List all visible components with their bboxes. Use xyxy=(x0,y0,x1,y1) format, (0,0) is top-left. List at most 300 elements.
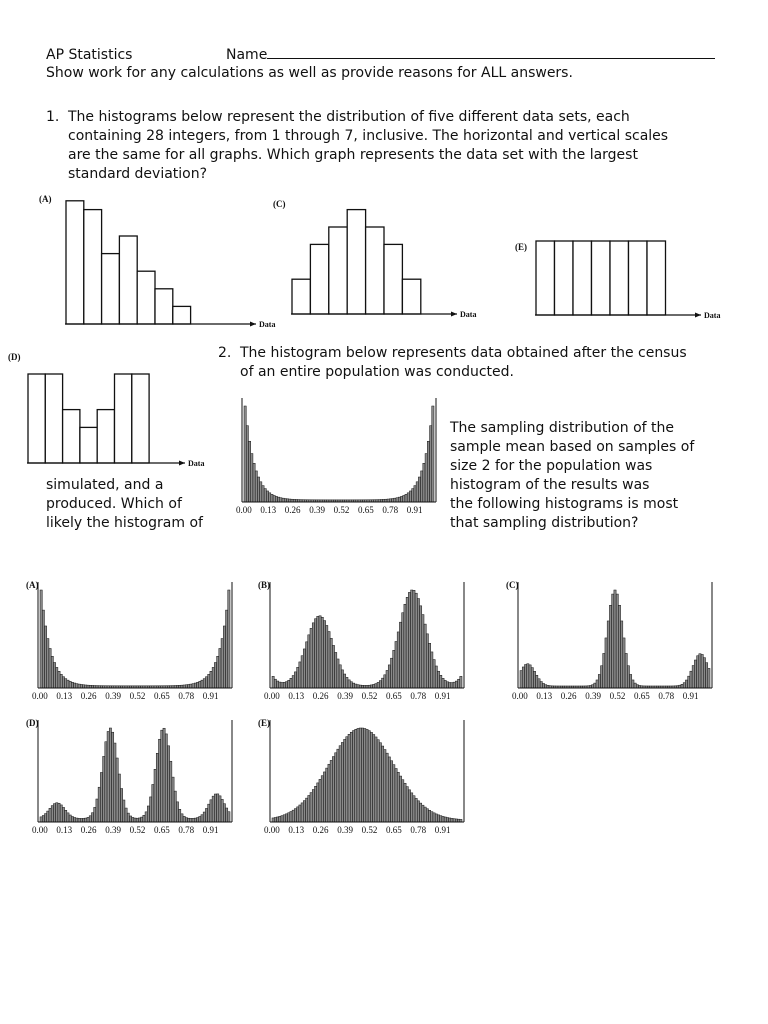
histogram-bar xyxy=(428,810,430,822)
q2-line-2: of an entire population was conducted. xyxy=(240,364,514,380)
histogram-bar xyxy=(596,680,598,688)
tick-label: 0.52 xyxy=(609,691,626,701)
histogram-bar xyxy=(274,817,276,822)
histogram-bar xyxy=(396,498,398,502)
histogram-bar xyxy=(274,679,276,688)
histogram-bar xyxy=(355,684,357,688)
histogram-bar xyxy=(74,683,76,688)
histogram-bar xyxy=(262,486,264,502)
histogram-bar xyxy=(426,634,428,688)
histogram-bar xyxy=(573,241,592,315)
histogram-bar xyxy=(398,497,400,502)
tick-label: 0.00 xyxy=(264,825,280,835)
histogram-bar xyxy=(188,818,190,822)
histogram-bar xyxy=(66,201,84,324)
histogram-bar xyxy=(326,625,328,688)
histogram-bar xyxy=(217,794,219,822)
tick-label: 0.26 xyxy=(312,825,329,835)
histogram-bar xyxy=(91,813,93,822)
histogram-bar xyxy=(326,768,328,822)
histogram-bar xyxy=(451,683,453,688)
histogram-bar xyxy=(208,674,210,688)
histogram-bar xyxy=(332,757,334,822)
histogram-bar xyxy=(411,590,413,688)
tick-label: 0.91 xyxy=(202,825,219,835)
tick-label: 0.52 xyxy=(361,691,378,701)
histogram-bar xyxy=(328,764,330,822)
histogram-bar xyxy=(292,810,294,822)
histogram-bar xyxy=(165,734,167,822)
q2-left-line-1: simulated, and a xyxy=(46,477,164,493)
histogram-bar xyxy=(228,590,230,688)
histogram-bar xyxy=(540,682,542,688)
histogram-bar xyxy=(357,728,359,822)
histogram-bar xyxy=(212,796,214,822)
histogram-bar xyxy=(416,482,418,502)
histogram-bar xyxy=(421,471,423,502)
histogram-bar xyxy=(629,241,648,315)
histogram-bar xyxy=(352,683,354,688)
tick-label: 0.52 xyxy=(129,825,146,835)
histogram-bar xyxy=(208,804,210,822)
histogram-bar xyxy=(58,671,60,688)
histogram-bar xyxy=(203,812,205,822)
tick-label: 0.13 xyxy=(536,691,553,701)
histogram-bar xyxy=(390,761,392,822)
course-title: AP Statistics xyxy=(46,47,133,63)
histogram-bar xyxy=(223,626,225,688)
histogram-bar xyxy=(685,680,687,688)
chart-letter: (C) xyxy=(273,199,286,209)
histogram-bar xyxy=(285,814,287,822)
histogram-bar xyxy=(393,650,395,688)
histogram-bar xyxy=(310,793,312,822)
histogram-bar xyxy=(377,740,379,822)
histogram-bar xyxy=(312,790,314,822)
histogram-bar xyxy=(359,728,361,822)
histogram-bar xyxy=(150,797,152,822)
q2-option-e-histogram xyxy=(258,714,480,836)
histogram-bar xyxy=(600,666,602,688)
histogram-bar xyxy=(424,624,426,688)
name-label: Name xyxy=(226,47,268,63)
histogram-bar xyxy=(297,667,299,688)
histogram-bar xyxy=(78,818,80,822)
histogram-bar xyxy=(692,666,694,688)
histogram-bar xyxy=(154,769,156,822)
histogram-bar xyxy=(219,648,221,688)
histogram-bar xyxy=(112,732,114,822)
histogram-bar xyxy=(460,676,462,688)
tick-label: 0.65 xyxy=(386,825,402,835)
tick-label: 0.78 xyxy=(178,825,195,835)
q2-line-1: The histogram below represents data obtained after the census xyxy=(240,345,687,361)
chart-letter: (D) xyxy=(8,352,21,362)
histogram-bar xyxy=(386,670,388,688)
histogram-bar xyxy=(74,817,76,822)
q1-line-4: standard deviation? xyxy=(68,166,208,182)
density-bars xyxy=(272,590,462,688)
tick-label: 0.39 xyxy=(337,691,353,701)
histogram-bar xyxy=(221,639,223,688)
histogram-bar xyxy=(361,728,363,822)
histogram-bar xyxy=(603,653,605,688)
q2-population-histogram xyxy=(230,392,440,522)
histogram-bar xyxy=(283,815,285,822)
histogram-bar xyxy=(404,783,406,822)
histogram-bar xyxy=(42,610,44,688)
option-letter: (C) xyxy=(506,580,519,590)
histogram-bar xyxy=(226,610,228,688)
tick-label: 0.00 xyxy=(236,505,252,515)
histogram-bar xyxy=(527,664,529,688)
histogram-bar xyxy=(76,684,78,688)
histogram-bar xyxy=(205,808,207,822)
histogram-bar xyxy=(681,684,683,688)
tick-label: 0.26 xyxy=(80,825,97,835)
histogram-bar xyxy=(190,684,192,688)
histogram-bar xyxy=(699,654,701,688)
histogram-bar xyxy=(435,666,437,688)
histogram-bar xyxy=(314,786,316,822)
histogram-bar xyxy=(384,244,402,314)
tick-label: 0.26 xyxy=(80,691,97,701)
histogram-bar xyxy=(344,674,346,688)
histogram-bar xyxy=(188,684,190,688)
histogram-bar xyxy=(414,486,416,502)
tick-label: 0.00 xyxy=(32,691,48,701)
histogram-bar xyxy=(423,463,425,502)
histogram-bar xyxy=(273,495,275,502)
histogram-bar xyxy=(402,780,404,822)
q2-left-line-3: likely the histogram of xyxy=(46,515,203,531)
histogram-bar xyxy=(94,807,96,822)
histogram-bar xyxy=(402,279,420,314)
histogram-bar xyxy=(170,761,172,822)
histogram-bar xyxy=(418,477,420,502)
histogram-bar xyxy=(103,756,105,822)
histogram-bar xyxy=(346,677,348,688)
histogram-bar xyxy=(614,590,616,688)
histogram-bar xyxy=(223,804,225,822)
histogram-bar xyxy=(275,496,277,502)
histogram-bar xyxy=(395,641,397,688)
histogram-bar xyxy=(310,244,328,314)
histogram-bar xyxy=(269,493,271,502)
histogram-bars xyxy=(292,210,421,314)
histogram-bar xyxy=(406,597,408,688)
histogram-bar xyxy=(294,809,296,822)
histogram-bar xyxy=(630,674,632,688)
histogram-bar xyxy=(279,682,281,688)
q2-right-line-3: size 2 for the population was xyxy=(450,458,653,474)
tick-label: 0.39 xyxy=(105,691,121,701)
histogram-bar xyxy=(408,790,410,822)
histogram-bar xyxy=(292,676,294,688)
histogram-bar xyxy=(138,818,140,822)
q2-option-c-histogram xyxy=(506,576,728,701)
histogram-bar xyxy=(288,680,290,688)
histogram-bar xyxy=(377,682,379,688)
tick-label: 0.13 xyxy=(56,691,73,701)
histogram-bar xyxy=(201,815,203,822)
chart-letter: (A) xyxy=(39,194,52,204)
histogram-bar xyxy=(706,663,708,688)
histogram-bar xyxy=(214,794,216,822)
instructions: Show work for any calculations as well as provide reasons for ALL answers. xyxy=(46,65,573,81)
histogram-bar xyxy=(404,604,406,688)
histogram-bar xyxy=(364,728,366,822)
arrow-icon xyxy=(451,312,457,317)
histogram-bar xyxy=(210,800,212,822)
histogram-bar xyxy=(332,645,334,688)
tick-label: 0.65 xyxy=(154,691,170,701)
histogram-bar xyxy=(47,639,49,688)
arrow-icon xyxy=(179,461,185,466)
q1-histogram-a xyxy=(36,190,276,330)
histogram-bar xyxy=(276,681,278,688)
histogram-bar xyxy=(183,816,185,822)
histogram-bar xyxy=(328,632,330,688)
histogram-bar xyxy=(319,616,321,688)
histogram-bar xyxy=(399,776,401,822)
histogram-bar xyxy=(317,783,319,822)
histogram-bar xyxy=(392,499,394,502)
histogram-bar xyxy=(442,678,444,688)
histogram-bar xyxy=(80,684,82,688)
histogram-bar xyxy=(210,671,212,688)
histogram-bar xyxy=(132,817,134,822)
histogram-bar xyxy=(246,426,248,502)
tick-label: 0.52 xyxy=(361,825,378,835)
histogram-bar xyxy=(47,811,49,822)
histogram-bar xyxy=(60,805,62,822)
histogram-bar xyxy=(299,662,301,688)
tick-label: 0.78 xyxy=(382,505,399,515)
histogram-bar xyxy=(109,728,111,822)
histogram-bar xyxy=(98,787,100,822)
histogram-bar xyxy=(60,674,62,688)
histogram-bar xyxy=(627,666,629,688)
histogram-bar xyxy=(431,812,433,822)
histogram-bar xyxy=(136,818,138,822)
histogram-bar xyxy=(625,653,627,688)
histogram-bar xyxy=(688,676,690,688)
histogram-bar xyxy=(152,784,154,822)
histogram-bar xyxy=(412,489,414,502)
histogram-bar xyxy=(176,802,178,822)
histogram-bar xyxy=(51,656,53,688)
option-letter: (D) xyxy=(26,718,39,728)
histogram-bar xyxy=(123,800,125,822)
histogram-bar xyxy=(28,374,45,463)
histogram-bar xyxy=(701,654,703,688)
histogram-bar xyxy=(281,682,283,688)
histogram-bar xyxy=(368,731,370,822)
tick-label: 0.39 xyxy=(105,825,121,835)
q1-number: 1. xyxy=(46,109,60,125)
histogram-bar xyxy=(44,626,46,688)
histogram-bar xyxy=(80,427,97,463)
histogram-bar xyxy=(405,494,407,502)
histogram-bar xyxy=(352,731,354,822)
histogram-bar xyxy=(413,796,415,822)
histogram-bar xyxy=(63,410,80,463)
histogram-bar xyxy=(156,753,158,822)
tick-label: 0.13 xyxy=(260,505,277,515)
histogram-bar xyxy=(366,729,368,822)
histogram-bar xyxy=(395,768,397,822)
histogram-bar xyxy=(417,599,419,688)
histogram-bar xyxy=(155,289,173,324)
histogram-bar xyxy=(321,776,323,822)
histogram-bar xyxy=(440,675,442,688)
q2-right-line-2: sample mean based on samples of xyxy=(450,439,695,455)
density-bars xyxy=(40,728,230,822)
histogram-bar xyxy=(422,615,424,688)
histogram-bar xyxy=(348,680,350,688)
histogram-bar xyxy=(251,454,253,502)
histogram-bar xyxy=(382,746,384,822)
histogram-bar xyxy=(51,806,53,822)
histogram-bar xyxy=(44,814,46,822)
histogram-bar xyxy=(194,683,196,688)
histogram-bars xyxy=(66,201,191,324)
tick-label: 0.78 xyxy=(658,691,675,701)
histogram-bar xyxy=(323,772,325,822)
histogram-bar xyxy=(132,374,149,463)
histogram-bar xyxy=(272,676,274,688)
histogram-bar xyxy=(394,498,396,502)
histogram-bar xyxy=(350,682,352,688)
histogram-bar xyxy=(522,667,524,688)
axis-label: Data xyxy=(460,310,477,319)
histogram-bar xyxy=(290,812,292,822)
histogram-bar xyxy=(317,616,319,688)
histogram-bar xyxy=(84,210,102,324)
histogram-bar xyxy=(344,739,346,822)
option-letter: (A) xyxy=(26,580,39,590)
histogram-bar xyxy=(303,649,305,688)
histogram-bar xyxy=(107,731,109,822)
q2-number: 2. xyxy=(218,345,232,361)
histogram-bar xyxy=(598,674,600,688)
histogram-bar xyxy=(393,765,395,822)
histogram-bar xyxy=(201,680,203,688)
q1-histogram-c xyxy=(270,195,490,330)
tick-label: 0.13 xyxy=(288,691,305,701)
histogram-bar xyxy=(422,805,424,822)
histogram-bar xyxy=(118,774,120,822)
histogram-bar xyxy=(411,793,413,822)
histogram-bar xyxy=(397,632,399,688)
q2-option-d-histogram xyxy=(26,714,248,836)
histogram-bar xyxy=(451,818,453,822)
histogram-bar xyxy=(71,682,73,688)
histogram-bar xyxy=(607,621,609,688)
histogram-bar xyxy=(45,374,62,463)
histogram-bar xyxy=(609,605,611,688)
histogram-bar xyxy=(330,760,332,822)
histogram-bar xyxy=(297,807,299,822)
tick-label: 0.26 xyxy=(560,691,577,701)
histogram-bar xyxy=(219,796,221,822)
density-bars xyxy=(40,590,230,688)
histogram-bar xyxy=(67,813,69,822)
histogram-bar xyxy=(388,757,390,822)
histogram-bar xyxy=(102,254,120,324)
histogram-bar xyxy=(446,818,448,822)
histogram-bar xyxy=(181,814,183,822)
histogram-bar xyxy=(407,493,409,502)
histogram-bar xyxy=(196,818,198,822)
q1-line-3: are the same for all graphs. Which graph represents the data set with the largest xyxy=(68,147,638,163)
histogram-bar xyxy=(594,683,596,688)
tick-label: 0.00 xyxy=(32,825,48,835)
histogram-bar xyxy=(264,489,266,502)
histogram-bar xyxy=(444,680,446,688)
histogram-bar xyxy=(137,271,155,324)
histogram-bar xyxy=(321,617,323,688)
histogram-bar xyxy=(221,799,223,822)
histogram-bar xyxy=(329,227,347,314)
histogram-bar xyxy=(143,815,145,822)
histogram-bar xyxy=(524,665,526,688)
histogram-bar xyxy=(520,671,522,688)
histogram-bar xyxy=(308,635,310,688)
tick-label: 0.39 xyxy=(337,825,353,835)
histogram-bar xyxy=(306,798,308,822)
histogram-bar xyxy=(145,812,147,822)
histogram-bar xyxy=(428,643,430,688)
histogram-bar xyxy=(703,658,705,688)
density-bars xyxy=(244,406,434,502)
histogram-bar xyxy=(294,672,296,688)
histogram-bar xyxy=(647,241,666,315)
histogram-bar xyxy=(85,818,87,822)
histogram-bar xyxy=(379,743,381,822)
histogram-bar xyxy=(415,593,417,688)
histogram-bar xyxy=(161,730,163,822)
q1-line-2: containing 28 integers, from 1 through 7, inclusive. The horizontal and vertical scales xyxy=(68,128,669,144)
axis-label: Data xyxy=(188,459,205,468)
histogram-bar xyxy=(533,671,535,688)
histogram-bar xyxy=(96,799,98,822)
histogram-bar xyxy=(69,681,71,688)
q2-right-line-6: that sampling distribution? xyxy=(450,515,639,531)
histogram-bar xyxy=(435,814,437,822)
histogram-bar xyxy=(616,594,618,688)
tick-label: 0.39 xyxy=(309,505,325,515)
histogram-bar xyxy=(409,491,411,502)
q1-histogram-e xyxy=(512,235,732,325)
tick-label: 0.91 xyxy=(202,691,219,701)
histogram-bar xyxy=(355,729,357,822)
tick-label: 0.52 xyxy=(129,691,146,701)
histogram-bar xyxy=(335,753,337,822)
option-letter: (E) xyxy=(258,718,270,728)
histogram-bar xyxy=(449,818,451,822)
histogram-bar xyxy=(120,789,122,822)
histogram-bar xyxy=(190,818,192,822)
histogram-bar xyxy=(53,804,55,822)
tick-label: 0.65 xyxy=(154,825,170,835)
histogram-bar xyxy=(226,808,228,822)
histogram-bar xyxy=(119,236,137,324)
histogram-bar xyxy=(303,801,305,822)
tick-label: 0.00 xyxy=(512,691,528,701)
histogram-bar xyxy=(260,482,262,502)
